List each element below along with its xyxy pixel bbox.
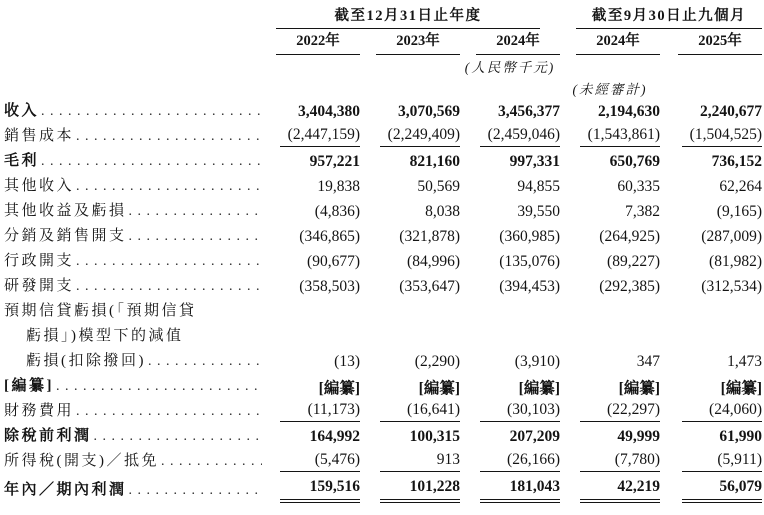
value-cell: [560, 249, 660, 274]
value-cell: [360, 374, 460, 399]
cell-value: (7,780): [580, 451, 660, 472]
cell-value: 1,473: [727, 353, 762, 370]
cell-value: 997,331: [509, 152, 560, 170]
dot-leader: [76, 174, 262, 199]
cell-value: [編纂]: [518, 379, 560, 397]
value-cell: [360, 399, 460, 424]
cell-value: 8,038: [425, 202, 460, 220]
value-cell: [272, 449, 360, 474]
dot-leader: [41, 149, 262, 174]
cell-value: (2,459,046): [480, 126, 560, 147]
cell-value: 56,079: [682, 478, 762, 503]
value-cell: [460, 274, 560, 299]
cell-value: (81,982): [709, 252, 762, 270]
row-label: 財務費用: [4, 403, 75, 419]
row-label: 分銷及銷售開支: [4, 228, 127, 244]
row-label-cell: [4, 224, 272, 249]
cell-value: 3,070,569: [398, 102, 460, 120]
cell-value: 2,194,630: [598, 102, 660, 120]
value-cell: [460, 474, 560, 507]
table-row: [4, 174, 762, 199]
cell-value: (9,165): [716, 202, 762, 220]
cell-value: (5,476): [280, 451, 360, 472]
cell-value: (135,076): [499, 252, 560, 270]
value-cell: [272, 299, 360, 374]
cell-value: [編纂]: [318, 379, 360, 397]
row-label: 銷售成本: [4, 128, 75, 144]
value-cell: [360, 424, 460, 449]
cell-value: (89,227): [607, 252, 660, 270]
cell-value: 2,240,677: [700, 102, 762, 120]
cell-value: (5,911): [682, 451, 762, 472]
cell-value: 94,855: [517, 177, 560, 195]
dot-leader: [76, 124, 262, 149]
table-row: [4, 399, 762, 424]
value-cell: [660, 374, 762, 399]
column-header-2024-9m: 2024年: [560, 29, 660, 55]
currency-note-row: [4, 55, 762, 76]
row-label: 毛利: [4, 153, 40, 169]
row-label: 其他收益及虧損: [4, 203, 127, 219]
value-cell: [660, 424, 762, 449]
value-cell: [272, 99, 360, 124]
value-cell: [660, 274, 762, 299]
cell-value: (292,385): [599, 277, 660, 295]
value-cell: [360, 474, 460, 507]
row-label-cell: [4, 399, 272, 424]
value-cell: [560, 424, 660, 449]
value-cell: [560, 149, 660, 174]
row-label: 虧損(扣除撥回): [26, 353, 146, 369]
cell-value: (321,878): [399, 227, 460, 245]
row-label: 研發開支: [4, 278, 75, 294]
value-cell: [360, 174, 460, 199]
value-cell: [660, 249, 762, 274]
value-cell: [460, 224, 560, 249]
value-cell: [360, 224, 460, 249]
value-cell: [660, 474, 762, 507]
row-label: 年內／期內利潤: [4, 482, 127, 498]
cell-value: (2,447,159): [280, 126, 360, 147]
table-row: [4, 224, 762, 249]
value-cell: [360, 449, 460, 474]
unaudited-note: (未經審計): [572, 81, 648, 97]
table-row: [4, 199, 762, 224]
cell-value: (353,647): [399, 277, 460, 295]
cell-value: [編纂]: [720, 379, 762, 397]
table-row: [4, 474, 762, 507]
cell-value: (1,543,861): [580, 126, 660, 147]
cell-value: (3,910): [514, 353, 560, 370]
row-label-cell: [4, 124, 272, 149]
value-cell: [272, 474, 360, 507]
dot-leader: [148, 349, 262, 374]
value-cell: [272, 199, 360, 224]
cell-value: [編纂]: [618, 379, 660, 397]
column-header-2022: 2022年: [272, 29, 360, 55]
cell-value: 39,550: [517, 202, 560, 220]
value-cell: [460, 124, 560, 149]
cell-value: (22,297): [580, 401, 660, 422]
value-cell: [272, 424, 360, 449]
row-label-cell: [4, 199, 272, 224]
cell-value: 821,160: [409, 152, 460, 170]
value-cell: [460, 299, 560, 374]
cell-value: (264,925): [599, 227, 660, 245]
value-cell: [272, 274, 360, 299]
cell-value: 62,264: [719, 177, 762, 195]
value-cell: [560, 99, 660, 124]
cell-value: (30,103): [480, 401, 560, 422]
value-cell: [272, 374, 360, 399]
table-row: [4, 374, 762, 399]
cell-value: (13): [334, 353, 360, 370]
unaudited-note-row: [4, 76, 762, 99]
column-header-2023: 2023年: [360, 29, 460, 55]
dot-leader: [56, 374, 262, 399]
cell-value: 7,382: [625, 202, 660, 220]
row-label-cell: [4, 474, 272, 507]
table-row: [4, 449, 762, 474]
value-cell: [272, 399, 360, 424]
table-header: [4, 4, 762, 99]
cell-value: 3,404,380: [298, 102, 360, 120]
value-cell: [272, 149, 360, 174]
value-cell: [660, 224, 762, 249]
row-label-cell: [4, 249, 272, 274]
cell-value: 164,992: [309, 427, 360, 445]
period-group-nine-months: [560, 4, 762, 29]
cell-value: (1,504,525): [682, 126, 762, 147]
value-cell: [272, 249, 360, 274]
dot-leader: [161, 449, 262, 474]
value-cell: [560, 374, 660, 399]
value-cell: [360, 149, 460, 174]
currency-note: (人民幣千元): [464, 59, 556, 75]
cell-value: [編纂]: [418, 379, 460, 397]
row-label: 所得稅(開支)／抵免: [4, 453, 159, 469]
value-cell: [460, 399, 560, 424]
dot-leader: [129, 478, 262, 503]
value-cell: [460, 199, 560, 224]
row-label-cell: [4, 374, 272, 399]
cell-value: 347: [636, 353, 660, 370]
value-cell: [460, 424, 560, 449]
cell-value: (358,503): [299, 277, 360, 295]
value-cell: [560, 174, 660, 199]
dot-leader: [76, 249, 262, 274]
row-label: [編纂]: [4, 378, 54, 394]
cell-value: (26,166): [480, 451, 560, 472]
cell-value: (346,865): [299, 227, 360, 245]
dot-leader: [129, 199, 262, 224]
cell-value: (90,677): [307, 252, 360, 270]
cell-value: 50,569: [417, 177, 460, 195]
table-row: [4, 99, 762, 124]
value-cell: [660, 174, 762, 199]
cell-value: (312,534): [701, 277, 762, 295]
row-label: 收入: [4, 103, 40, 119]
cell-value: 42,219: [580, 478, 660, 503]
cell-value: 61,990: [719, 427, 762, 445]
value-cell: [360, 199, 460, 224]
value-cell: [360, 99, 460, 124]
cell-value: 100,315: [409, 427, 460, 445]
value-cell: [660, 299, 762, 374]
value-cell: [460, 149, 560, 174]
value-cell: [360, 124, 460, 149]
cell-value: 60,335: [617, 177, 660, 195]
cell-value: (24,060): [682, 401, 762, 422]
value-cell: [272, 224, 360, 249]
value-cell: [460, 99, 560, 124]
column-header-2025-9m: 2025年: [660, 29, 762, 55]
value-cell: [560, 124, 660, 149]
value-cell: [460, 449, 560, 474]
value-cell: [660, 449, 762, 474]
value-cell: [560, 199, 660, 224]
dot-leader: [41, 99, 262, 124]
dot-leader: [76, 274, 262, 299]
row-label: 虧損」)模型下的減值: [26, 328, 184, 344]
cell-value: 19,838: [317, 177, 360, 195]
row-label-cell: [4, 274, 272, 299]
row-label-cell: [4, 174, 272, 199]
table-row: [4, 424, 762, 449]
value-cell: [360, 249, 460, 274]
value-cell: [272, 174, 360, 199]
value-cell: [660, 99, 762, 124]
value-cell: [560, 224, 660, 249]
table-body: [4, 99, 762, 507]
period-group-annual-label: 截至12月31日止年度: [276, 4, 540, 29]
cell-value: 913: [380, 451, 460, 472]
cell-value: (287,009): [701, 227, 762, 245]
cell-value: 650,769: [609, 152, 660, 170]
row-label: 預期信貸虧損(「預期信貸: [4, 303, 197, 319]
cell-value: 207,209: [509, 427, 560, 445]
table-row: [4, 274, 762, 299]
cell-value: 49,999: [617, 427, 660, 445]
cell-value: (2,249,409): [380, 126, 460, 147]
row-label: 除稅前利潤: [4, 428, 92, 444]
cell-value: (11,173): [280, 401, 360, 422]
value-cell: [660, 199, 762, 224]
period-group-nine-months-label: 截至9月30日止九個月: [576, 4, 762, 29]
value-cell: [560, 274, 660, 299]
cell-value: 181,043: [480, 478, 560, 503]
value-cell: [660, 399, 762, 424]
cell-value: 957,221: [309, 152, 360, 170]
value-cell: [560, 399, 660, 424]
row-label: 行政開支: [4, 253, 75, 269]
value-cell: [460, 249, 560, 274]
value-cell: [660, 149, 762, 174]
value-cell: [360, 299, 460, 374]
header-spacer: [4, 4, 272, 29]
row-label-cell: [4, 449, 272, 474]
value-cell: [560, 299, 660, 374]
income-statement-table: [4, 4, 762, 507]
cell-value: 159,516: [280, 478, 360, 503]
dot-leader: [94, 424, 262, 449]
row-label-cell: [4, 99, 272, 124]
value-cell: [560, 449, 660, 474]
year-header-row: [4, 29, 762, 55]
value-cell: [460, 174, 560, 199]
table-row: [4, 124, 762, 149]
cell-value: 736,152: [711, 152, 762, 170]
cell-value: (2,290): [414, 353, 460, 370]
cell-value: 101,228: [380, 478, 460, 503]
cell-value: (84,996): [407, 252, 460, 270]
value-cell: [460, 374, 560, 399]
value-cell: [660, 124, 762, 149]
table-row: [4, 249, 762, 274]
value-cell: [560, 474, 660, 507]
cell-value: (16,641): [380, 401, 460, 422]
value-cell: [360, 274, 460, 299]
value-cell: [272, 124, 360, 149]
column-header-2024: 2024年: [460, 29, 560, 55]
table-row: [4, 149, 762, 174]
cell-value: (4,836): [314, 202, 360, 220]
cell-value: (360,985): [499, 227, 560, 245]
row-label-cell: [4, 149, 272, 174]
dot-leader: [76, 399, 262, 424]
table-row: [4, 299, 762, 374]
dot-leader: [129, 224, 262, 249]
cell-value: (394,453): [499, 277, 560, 295]
row-label-cell: [4, 424, 272, 449]
cell-value: 3,456,377: [498, 102, 560, 120]
header-spacer: [4, 29, 272, 55]
row-label-cell: [4, 299, 272, 374]
period-group-row: [4, 4, 762, 29]
period-group-annual: [272, 4, 560, 29]
row-label: 其他收入: [4, 178, 75, 194]
